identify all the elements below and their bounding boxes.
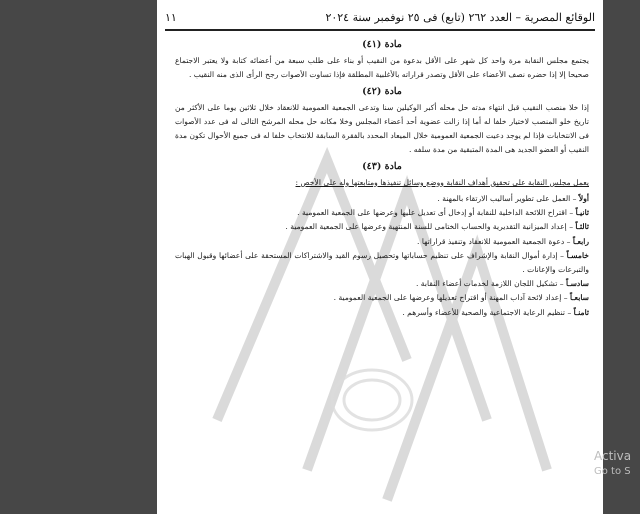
item-lead: رابعـاً [572, 236, 589, 246]
list-item [175, 220, 589, 234]
list-item [175, 277, 589, 291]
item-lead: ثامنـاً [573, 307, 589, 317]
viewer-left-margin [0, 0, 157, 514]
item-lead: أولاً [578, 194, 589, 204]
header-rule [165, 29, 595, 31]
item-text: – دعوة الجمعية العمومية للانعقاد وتنفيذ قراراتها . [417, 236, 573, 246]
document-body [175, 36, 589, 320]
list-item [175, 206, 589, 220]
article-title: مادة (٤٣) [362, 160, 402, 172]
item-text: – إعداد لائحة آداب المهنة أو اقتراح تعديلها وعرضها على الجمعية العمومية . [333, 293, 570, 303]
document-page [157, 0, 603, 514]
item-lead: ثانيـاً [575, 208, 589, 218]
viewer-right-margin [603, 0, 640, 514]
page-header [165, 8, 595, 26]
page-number: ١١ [165, 10, 177, 24]
item-text: – إعداد الميزانية التقديرية والحساب الختامى للسنة المنتهية وعرضها على الجمعية العمومية . [285, 222, 576, 232]
list-item [175, 249, 589, 277]
article-paragraph: يجتمع مجلس النقابة مرة واحد كل شهر على الأقل بدعوة من النقيب أو بناء على طلب سبعة من أعضائه كتابة ولا يعتبر الاجتماع صحيحا إلا إذا حضره نصف الأعضاء على الأقل وتصدر قراراته بالأغلبية المطلقة فإذا تساوت الأصوات رجح الرأى الذى منه النقيب . [175, 56, 589, 80]
item-text: – العمل على تطوير أساليب الارتقاء بالمهنة . [437, 194, 579, 204]
item-text: – إدارة أموال النقابة والإشراف على تنظيم حساباتها وتحصيل رسوم القيد والاشتراكات المستحقة على أعضائها وقبول الهبات والتبرعات والإعانات . [175, 250, 589, 275]
activation-watermark [594, 448, 640, 480]
list-item [175, 306, 589, 320]
item-lead: سادسـاً [566, 279, 589, 289]
article-intro: يعمل مجلس النقابة على تحقيق أهداف النقابة ووضع وسائل تنفيذها ومتابعتها وله على الأخص : [295, 177, 589, 187]
item-text: – تنظيم الرعاية الاجتماعية والصحية للأعضاء وأسرهم . [402, 307, 574, 317]
article-paragraph: إذا خلا منصب النقيب قبل انتهاء مدته حل محله أكبر الوكيلين سنا وتدعى الجمعية العمومية للانعقاد خلال ثلاثين يوما على الأكثر من تاريخ خلو المنصب لاختيار خلفا له أما إذا زالت عضوية أحد أعضاء المجلس وخلا مكانه حل محله المرشح التالى له فى عدد الأصوات فى الانتخابات فإذا لم يوجد دعيت الجمعية العمومية خلال الميعاد المحدد بالفقرة السابقة للانتخاب خلفا له فى جميع الأحوال تكون مدة النقيب أو العضو الجديد هى المدة المتبقية من مدة سلفه . [175, 102, 589, 155]
list-item [175, 192, 589, 206]
header-title: الوقائع المصرية – العدد ٢٦٢ (تابع) فى ٢٥ نوفمبر سنة ٢٠٢٤ [325, 10, 595, 24]
item-text: – تشكيل اللجان اللازمة لخدمات أعضاء النقابة . [415, 279, 567, 289]
article-title: مادة (٤٢) [362, 85, 402, 97]
item-lead: خامسـاً [566, 250, 589, 260]
list-item [175, 291, 589, 305]
activate-title: Activa [594, 449, 632, 463]
list-item [175, 235, 589, 249]
activate-subtitle: Go to S [594, 466, 631, 477]
item-lead: سابعـاً [570, 293, 589, 303]
item-text: – اقتراح اللائحة الداخلية للنقابة أو إدخال أى تعديل عليها وعرضها على الجمعية العمومية . [297, 208, 576, 218]
item-lead: ثالثـاً [575, 222, 589, 232]
article-title: مادة (٤١) [362, 39, 402, 50]
